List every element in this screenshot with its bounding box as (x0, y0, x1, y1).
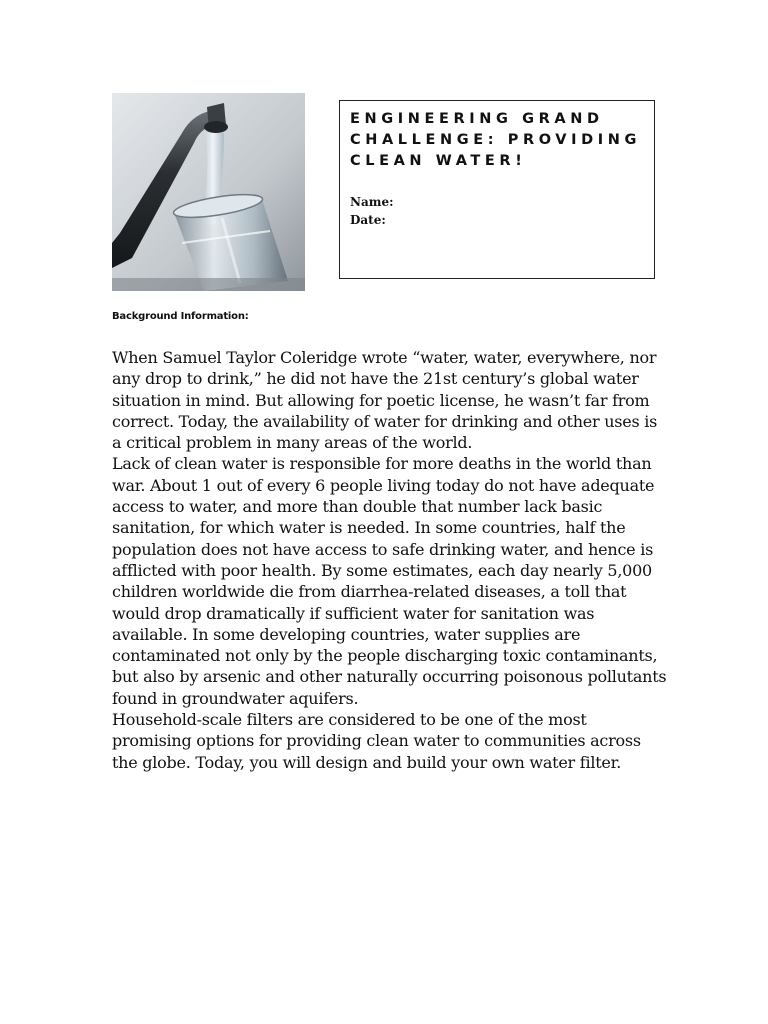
student-info (350, 193, 644, 229)
title-box (339, 100, 655, 279)
name-label: Name: (350, 195, 394, 209)
date-label: Date: (350, 213, 386, 227)
faucet-icon (112, 93, 305, 291)
background-text (112, 347, 667, 773)
background-heading: Background Information: (112, 311, 249, 322)
faucet-water-glass-photo (112, 93, 305, 291)
paragraph-3: Household-scale filters are considered to be one of the most promising options for providing clean water to communities across the globe. Today, you will design and build your own water filter. (112, 710, 641, 772)
paragraph-2: Lack of clean water is responsible for more deaths in the world than war. About 1 out of every 6 people living today do not have adequate access to water, and more than double that number lack basic sanitation, for which water is needed. In some countries, half the population does not have access to safe drinking water, and hence is afflicted with poor health. By some estimates, each day nearly 5,000 children worldwide die from diarrhea-related diseases, a toll that would drop dramatically if sufficient water for sanitation was available. In some developing countries, water supplies are contaminated not only by the people discharging toxic contaminants, but also by arsenic and other naturally occurring poisonous pollutants found in groundwater aquifers. (112, 454, 667, 708)
page-title: ENGINEERING GRAND CHALLENGE: PROVIDING CLEAN WATER! (350, 111, 641, 169)
paragraph-1: When Samuel Taylor Coleridge wrote “water, water, everywhere, nor any drop to drink,” he did not have the 21st century’s global water situation in mind. But allowing for poetic license, he wasn’t far from correct. Today, the availability of water for drinking and other uses is a critical problem in many areas of the world. (112, 348, 658, 453)
